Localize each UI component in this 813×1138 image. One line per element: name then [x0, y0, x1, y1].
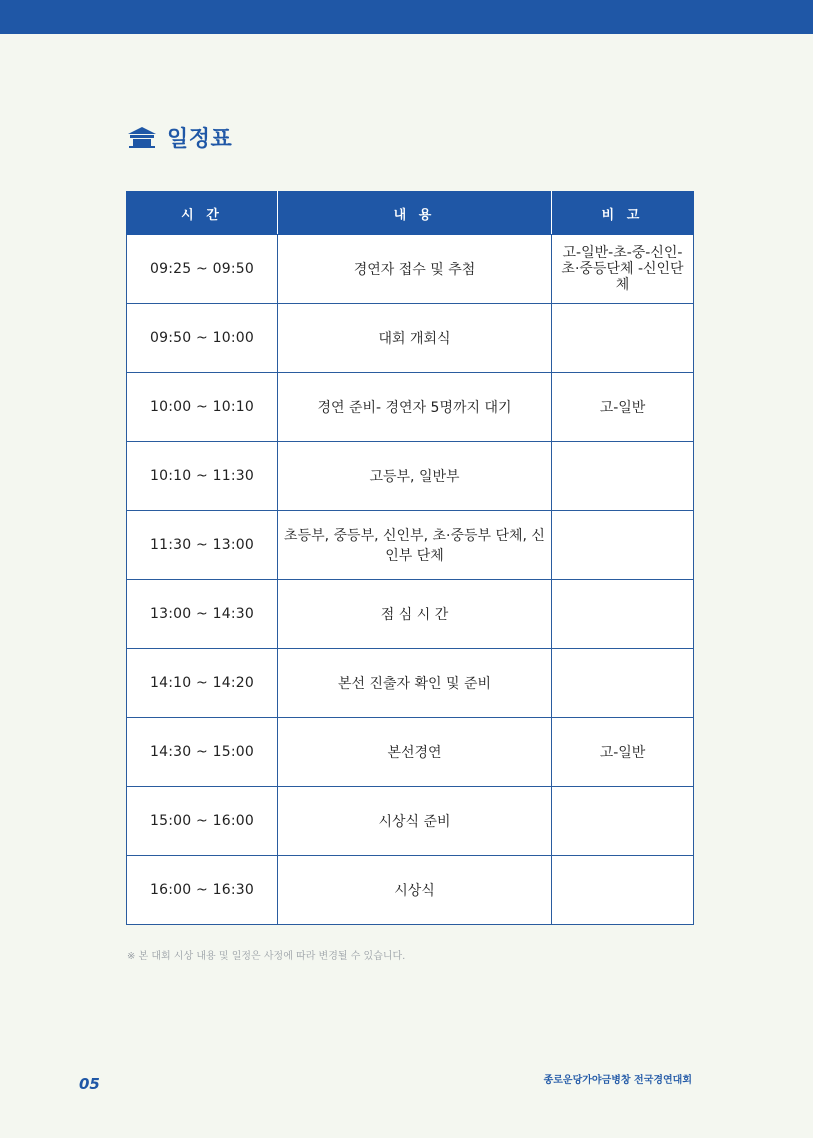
content-cell: 경연자 접수 및 추첨: [278, 235, 552, 304]
content-cell: 시상식: [278, 856, 552, 925]
time-cell: 15:00 ~ 16:00: [127, 787, 278, 856]
content-cell: 대회 개회식: [278, 304, 552, 373]
section-header: [127, 120, 232, 154]
table-row: [127, 373, 694, 442]
note-cell: [552, 856, 694, 925]
schedule-table: [126, 191, 694, 925]
table-row: [127, 718, 694, 787]
header-note: 비 고: [552, 192, 694, 235]
footnote: ※ 본 대회 시상 내용 및 일정은 사정에 따라 변경될 수 있습니다.: [127, 951, 406, 962]
note-cell: 고-일반: [552, 718, 694, 787]
table-row: [127, 235, 694, 304]
content-cell: 본선 진출자 확인 및 준비: [278, 649, 552, 718]
content-cell: 경연 준비- 경연자 5명까지 대기: [278, 373, 552, 442]
content-cell: 본선경연: [278, 718, 552, 787]
section-title: 일정표: [167, 126, 233, 152]
time-cell: 16:00 ~ 16:30: [127, 856, 278, 925]
header-time: 시 간: [127, 192, 278, 235]
content-cell: 고등부, 일반부: [278, 442, 552, 511]
pavilion-icon: [127, 125, 157, 149]
time-cell: 13:00 ~ 14:30: [127, 580, 278, 649]
content-cell: 시상식 준비: [278, 787, 552, 856]
note-cell: [552, 580, 694, 649]
time-cell: 09:25 ~ 09:50: [127, 235, 278, 304]
table-header-row: [127, 192, 694, 235]
note-cell: [552, 442, 694, 511]
note-cell: [552, 511, 694, 580]
top-banner-bar: [0, 0, 813, 34]
time-cell: 11:30 ~ 13:00: [127, 511, 278, 580]
table-row: [127, 580, 694, 649]
note-cell: 고-일반-초-중-신인- 초·중등단체 -신인단체: [552, 235, 694, 304]
note-cell: [552, 304, 694, 373]
table-row: [127, 511, 694, 580]
table-row: [127, 787, 694, 856]
note-cell: [552, 649, 694, 718]
time-cell: 14:30 ~ 15:00: [127, 718, 278, 787]
time-cell: 10:00 ~ 10:10: [127, 373, 278, 442]
time-cell: 10:10 ~ 11:30: [127, 442, 278, 511]
content-cell: 점 심 시 간: [278, 580, 552, 649]
time-cell: 14:10 ~ 14:20: [127, 649, 278, 718]
time-cell: 09:50 ~ 10:00: [127, 304, 278, 373]
page-number: 05: [79, 1075, 100, 1093]
header-content: 내 용: [278, 192, 552, 235]
note-cell: 고-일반: [552, 373, 694, 442]
event-name: 종로운당가야금병창 전국경연대회: [543, 1075, 692, 1086]
table-row: [127, 856, 694, 925]
content-cell: 초등부, 중등부, 신인부, 초·중등부 단체, 신인부 단체: [278, 511, 552, 580]
table-row: [127, 649, 694, 718]
table-row: [127, 304, 694, 373]
note-cell: [552, 787, 694, 856]
table-row: [127, 442, 694, 511]
